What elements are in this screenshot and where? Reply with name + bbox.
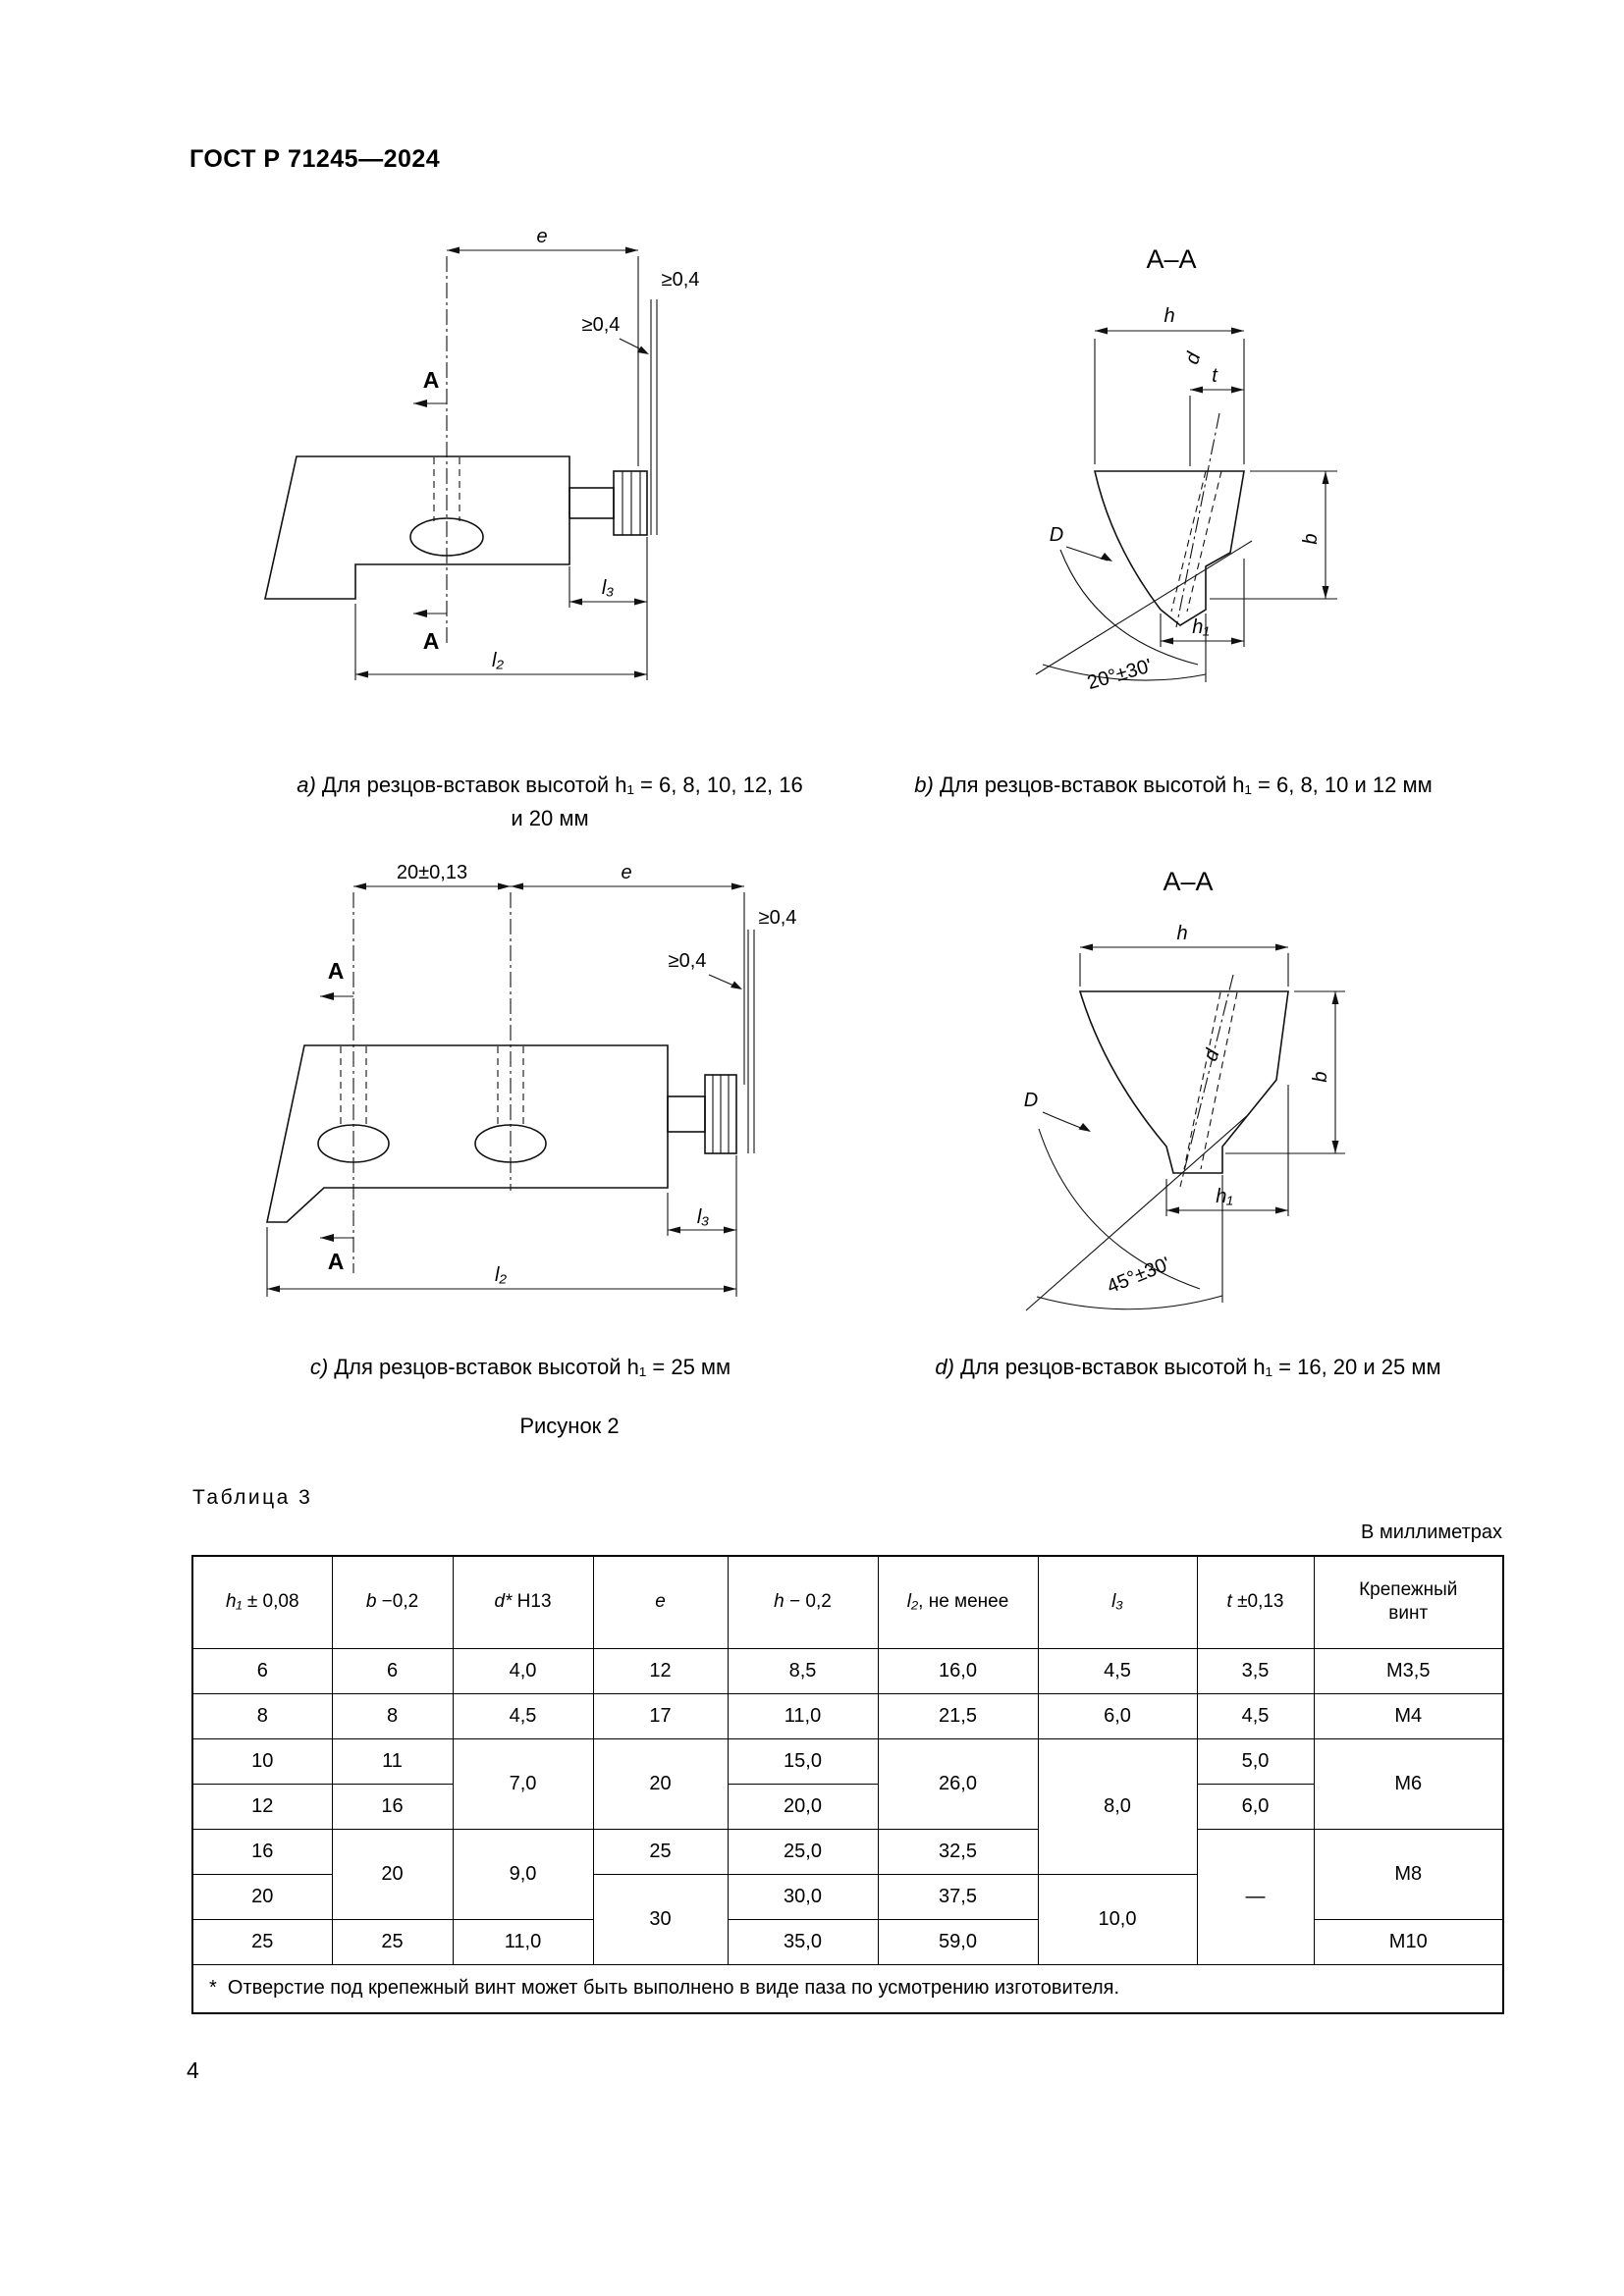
dim-label-ge04-1: ≥0,4 bbox=[661, 269, 700, 291]
cell: 4,5 bbox=[453, 1693, 593, 1738]
dimension-b bbox=[1210, 471, 1337, 599]
table-row bbox=[192, 1829, 1503, 1874]
figure-number-caption: Рисунок 2 bbox=[519, 1414, 620, 1438]
cell: 25 bbox=[332, 1919, 453, 1964]
cell: 8 bbox=[192, 1693, 332, 1738]
figure-b-drawing bbox=[1011, 221, 1404, 771]
angle-label: 20°±30' bbox=[1084, 655, 1155, 695]
cell: 11 bbox=[332, 1738, 453, 1784]
col-l3: l₃ bbox=[1038, 1556, 1197, 1648]
cell: 4,5 bbox=[1197, 1693, 1314, 1738]
figure-a-drawing bbox=[231, 221, 722, 751]
dim-label-h: h bbox=[1164, 305, 1175, 327]
cell: М10 bbox=[1314, 1919, 1503, 1964]
caption-b bbox=[874, 769, 1473, 802]
section-label-bottom: А bbox=[327, 1249, 345, 1274]
tool-body bbox=[267, 1045, 668, 1222]
cell: 16 bbox=[332, 1784, 453, 1829]
cell: 11,0 bbox=[728, 1693, 878, 1738]
section-title: А–А bbox=[1163, 867, 1214, 896]
caption-d bbox=[884, 1351, 1492, 1384]
units-note: В миллиметрах bbox=[1361, 1522, 1502, 1543]
caption-a-text2: и 20 мм bbox=[511, 806, 589, 831]
cell: 7,0 bbox=[453, 1738, 593, 1829]
dimension-ge04 bbox=[669, 907, 797, 989]
table-row bbox=[192, 1693, 1503, 1738]
section-label-top: А bbox=[422, 367, 440, 393]
document-title: ГОСТ Р 71245—2024 bbox=[189, 145, 441, 173]
cell: 6,0 bbox=[1197, 1784, 1314, 1829]
cell: М4 bbox=[1314, 1693, 1503, 1738]
col-d: d* H13 bbox=[453, 1556, 593, 1648]
cell: 15,0 bbox=[728, 1738, 878, 1784]
dim-label-l2: l₂ bbox=[491, 650, 505, 671]
col-h1: h₁ ± 0,08 bbox=[192, 1556, 332, 1648]
cell: 25,0 bbox=[728, 1829, 878, 1874]
col-e: е bbox=[593, 1556, 728, 1648]
cell: 37,5 bbox=[878, 1874, 1038, 1919]
dimension-h bbox=[1095, 305, 1244, 464]
table-footnote-row bbox=[192, 1964, 1503, 2013]
table-header-row bbox=[192, 1556, 1503, 1648]
cell: 32,5 bbox=[878, 1829, 1038, 1874]
dim-label-h: h bbox=[1176, 923, 1188, 944]
cell: 5,0 bbox=[1197, 1738, 1314, 1784]
dim-label-b: b bbox=[1300, 533, 1322, 545]
dim-label-ge04-2: ≥0,4 bbox=[581, 314, 621, 336]
cell: 16,0 bbox=[878, 1648, 1038, 1693]
dim-label-e: е bbox=[536, 226, 548, 247]
dim-label-ge04-1: ≥0,4 bbox=[758, 907, 797, 929]
cell: 3,5 bbox=[1197, 1648, 1314, 1693]
insert-section bbox=[1039, 975, 1288, 1289]
table-3 bbox=[191, 1555, 1504, 2014]
dimension-t bbox=[1190, 365, 1244, 466]
dim-label-h1: h₁ bbox=[1216, 1186, 1233, 1207]
table-footnote: * Отверстие под крепежный винт может быть выполнено в виде паза по усмотрению изготовителя. bbox=[192, 1964, 1503, 2013]
dim-label-l3: l₃ bbox=[601, 577, 615, 599]
dim-label-d: d bbox=[1200, 1045, 1224, 1064]
section-marks bbox=[413, 367, 447, 654]
table-row bbox=[192, 1738, 1503, 1784]
dimension-h bbox=[1080, 923, 1288, 987]
cell: 59,0 bbox=[878, 1919, 1038, 1964]
dimension-e bbox=[511, 862, 744, 1085]
cell: 8,0 bbox=[1038, 1738, 1197, 1874]
dimension-e bbox=[447, 226, 638, 466]
col-b: b −0,2 bbox=[332, 1556, 453, 1648]
cell: 4,5 bbox=[1038, 1648, 1197, 1693]
cell: 30 bbox=[593, 1874, 728, 1964]
dimension-D bbox=[1024, 1090, 1091, 1132]
caption-b-text: Для резцов-вставок высотой h₁ = 6, 8, 10 и 12 мм bbox=[939, 773, 1433, 797]
section-marks bbox=[320, 958, 353, 1274]
col-h: h − 0,2 bbox=[728, 1556, 878, 1648]
angle-annotation bbox=[1026, 1114, 1249, 1310]
table-label: Таблица 3 bbox=[192, 1486, 313, 1509]
cell: 8 bbox=[332, 1693, 453, 1738]
cell: 6,0 bbox=[1038, 1693, 1197, 1738]
table-row bbox=[192, 1784, 1503, 1829]
cell: 20 bbox=[332, 1829, 453, 1919]
caption-c-text: Для резцов-вставок высотой h₁ = 25 мм bbox=[334, 1355, 731, 1379]
section-label-top: А bbox=[327, 958, 345, 984]
dim-label-t: t bbox=[1212, 365, 1218, 387]
cell: 12 bbox=[192, 1784, 332, 1829]
cell: 26,0 bbox=[878, 1738, 1038, 1829]
dimension-D bbox=[1050, 524, 1112, 561]
section-label-bottom: А bbox=[422, 628, 440, 654]
insert-section bbox=[1060, 349, 1244, 665]
cell: 25 bbox=[192, 1919, 332, 1964]
dim-label-l3: l₃ bbox=[696, 1206, 710, 1228]
cell: 16 bbox=[192, 1829, 332, 1874]
cell: М6 bbox=[1314, 1738, 1503, 1829]
dim-label-D: D bbox=[1023, 1090, 1039, 1111]
dimension-ge04 bbox=[582, 269, 700, 354]
caption-d-text: Для резцов-вставок высотой h₁ = 16, 20 и 25 мм bbox=[960, 1355, 1441, 1379]
dim-label-b: b bbox=[1310, 1071, 1331, 1083]
figure-c-drawing bbox=[226, 849, 815, 1360]
cell: 6 bbox=[332, 1648, 453, 1693]
cell: 17 bbox=[593, 1693, 728, 1738]
figure-d-drawing bbox=[992, 849, 1404, 1399]
cell: М3,5 bbox=[1314, 1648, 1503, 1693]
cell: 20,0 bbox=[728, 1784, 878, 1829]
cell: 6 bbox=[192, 1648, 332, 1693]
dimension-l2 bbox=[355, 604, 647, 680]
dim-label-l2: l₂ bbox=[494, 1264, 508, 1286]
col-l2: l₂, не менее bbox=[878, 1556, 1038, 1648]
cell: 20 bbox=[192, 1874, 332, 1919]
cell: 11,0 bbox=[453, 1919, 593, 1964]
caption-d-label: d) bbox=[935, 1355, 954, 1379]
caption-a bbox=[226, 769, 874, 835]
dim-label-h1: h₁ bbox=[1192, 616, 1210, 638]
cell: 9,0 bbox=[453, 1829, 593, 1919]
cell: 12 bbox=[593, 1648, 728, 1693]
caption-a-text: Для резцов-вставок высотой h₁ = 6, 8, 10, 12, 16 bbox=[321, 773, 803, 797]
cell: 35,0 bbox=[728, 1919, 878, 1964]
dim-label-e: е bbox=[621, 862, 632, 883]
dimension-20 bbox=[353, 862, 511, 890]
caption-a-label: а) bbox=[297, 773, 316, 797]
tool-body bbox=[265, 456, 569, 599]
table-row bbox=[192, 1648, 1503, 1693]
col-t: t ±0,13 bbox=[1197, 1556, 1314, 1648]
dim-label-d: d bbox=[1181, 349, 1206, 367]
dim-label-D: D bbox=[1049, 524, 1064, 546]
cell: М8 bbox=[1314, 1829, 1503, 1919]
cell: 20 bbox=[593, 1738, 728, 1829]
dim-label-20: 20±0,13 bbox=[396, 862, 468, 883]
cell: 4,0 bbox=[453, 1648, 593, 1693]
dimension-h1 bbox=[1166, 1085, 1288, 1216]
angle-label: 45°±30' bbox=[1104, 1253, 1174, 1299]
col-screw: Крепежный винт bbox=[1314, 1556, 1503, 1648]
dimension-l3 bbox=[569, 537, 647, 680]
caption-b-label: b) bbox=[914, 773, 934, 797]
cell: 10,0 bbox=[1038, 1874, 1197, 1964]
cell: 21,5 bbox=[878, 1693, 1038, 1738]
cell: — bbox=[1197, 1829, 1314, 1964]
section-title: А–А bbox=[1146, 244, 1197, 274]
cell: 25 bbox=[593, 1829, 728, 1874]
page-number: 4 bbox=[187, 2057, 199, 2083]
caption-c-label: с) bbox=[309, 1355, 329, 1379]
cell: 10 bbox=[192, 1738, 332, 1784]
angle-annotation bbox=[1036, 541, 1252, 694]
dim-label-ge04-2: ≥0,4 bbox=[668, 950, 707, 972]
cell: 8,5 bbox=[728, 1648, 878, 1693]
cell: 30,0 bbox=[728, 1874, 878, 1919]
dimension-l3 bbox=[668, 1155, 736, 1297]
caption-c bbox=[226, 1351, 815, 1384]
